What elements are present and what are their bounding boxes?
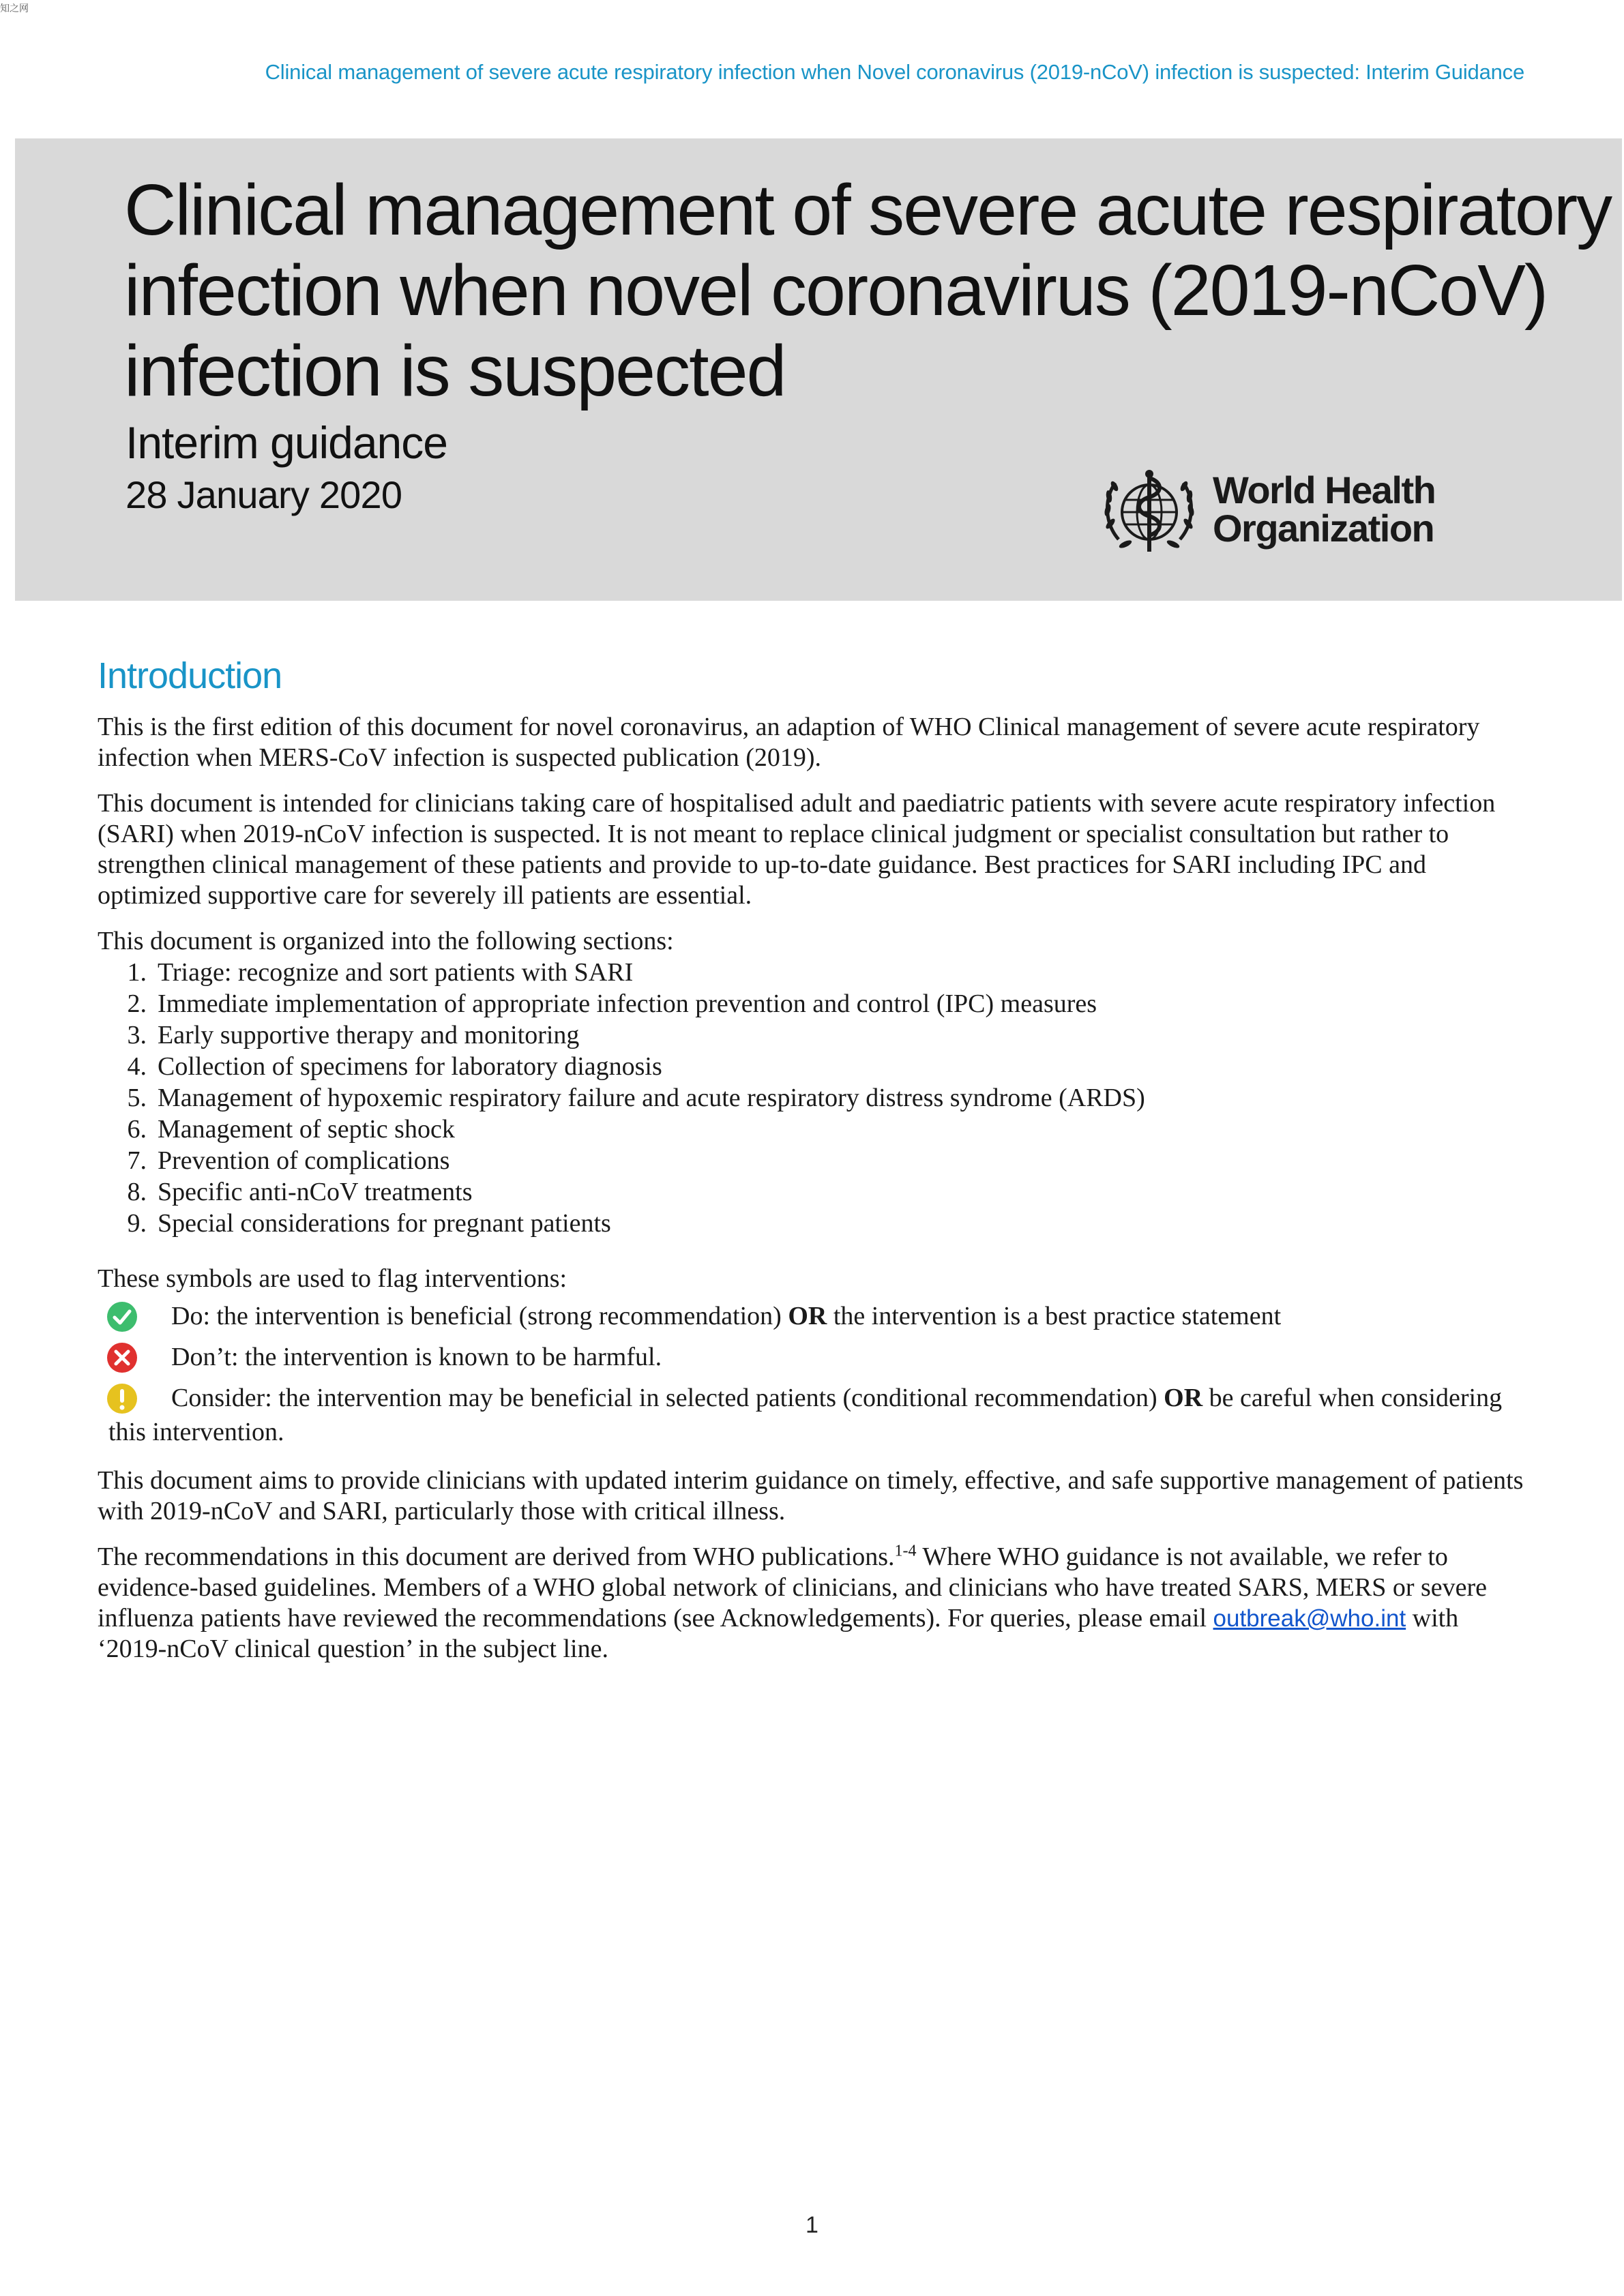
list-item (98, 1082, 1530, 1114)
list-number: 5. (127, 1084, 147, 1112)
list-label: Triage: recognize and sort patients with SARI (158, 958, 634, 987)
paragraph: This is the first edition of this document for novel coronavirus, an adaption of WHO Clinical management of severe acute respiratory infection when MERS-CoV infection is suspected publication (2019). (98, 713, 1480, 772)
list-item (98, 1114, 1530, 1145)
symbol-text: be careful when considering this intervention. (108, 1384, 1503, 1446)
document-title (124, 170, 1612, 411)
symbol-text: Do: the intervention is beneficial (strong recommendation) (171, 1302, 788, 1330)
list-number: 8. (127, 1178, 147, 1206)
symbol-emphasis: OR (1164, 1384, 1203, 1412)
list-number: 2. (127, 989, 147, 1018)
email-link[interactable]: outbreak@who.int (1213, 1605, 1406, 1632)
document-date: 28 January 2020 (126, 473, 402, 516)
title-line: Clinical management of severe acute respiratory (124, 170, 1612, 250)
main-content (98, 655, 1530, 1680)
who-logo (1098, 459, 1436, 568)
who-wordmark-line: Organization (1213, 507, 1434, 550)
running-header: Clinical management of severe acute respiratory infection when Novel coronavirus (2019-nCoV) infection is suspected: Interim Guidance (265, 60, 1524, 84)
symbol-dont (98, 1340, 1530, 1374)
symbols-legend (98, 1299, 1530, 1449)
section-heading-introduction: Introduction (98, 655, 282, 696)
list-label: Management of hypoxemic respiratory failure and acute respiratory distress syndrome (ARDS) (158, 1084, 1145, 1112)
x-circle-icon (106, 1341, 138, 1374)
list-number: 1. (127, 958, 147, 987)
sections-intro: This document is organized into the following sections: (98, 927, 674, 955)
paragraph (98, 1542, 1530, 1665)
paragraph-text: Where WHO guidance is not available, we refer to evidence-based guidelines. Members of a WHO global network of clinicians, and clinicians who have treated SARS, MERS or severe influenza patients have reviewed the recommendations (see Acknowledgements). For queries, please email (98, 1542, 1488, 1632)
symbol-text: Don’t: the intervention is known to be harmful. (171, 1343, 662, 1371)
exclamation-circle-icon (106, 1382, 138, 1415)
symbol-consider (98, 1381, 1530, 1449)
list-item (98, 957, 1530, 988)
list-label: Immediate implementation of appropriate infection prevention and control (IPC) measures (158, 989, 1097, 1018)
who-wordmark-line: World Health (1213, 468, 1436, 511)
symbol-emphasis: OR (788, 1302, 827, 1330)
list-item (98, 1208, 1530, 1239)
who-wordmark (1213, 468, 1436, 550)
list-label: Prevention of complications (158, 1146, 450, 1175)
list-item (98, 1176, 1530, 1208)
title-banner (15, 138, 1622, 601)
list-number: 4. (127, 1052, 147, 1081)
corner-watermark: 知之网 (0, 3, 29, 14)
paragraph: This document aims to provide clinicians with updated interim guidance on timely, effective, and safe supportive management of patients with 2019-nCoV and SARI, particularly those with critical illness. (98, 1466, 1524, 1525)
symbol-text: Consider: the intervention may be beneficial in selected patients (conditional recommendation) (171, 1384, 1164, 1412)
list-item (98, 1145, 1530, 1176)
list-item (98, 1019, 1530, 1051)
list-label: Early supportive therapy and monitoring (158, 1021, 580, 1049)
paragraph-text: with ‘2019-nCoV clinical question’ in the subject line. (98, 1604, 1459, 1663)
title-line: infection is suspected (124, 331, 786, 411)
sections-list (98, 957, 1530, 1239)
list-label: Special considerations for pregnant patients (158, 1209, 611, 1238)
list-label: Management of septic shock (158, 1115, 455, 1144)
symbols-intro: These symbols are used to flag interventions: (98, 1264, 567, 1293)
citation-superscript: 1-4 (894, 1542, 917, 1560)
list-label: Specific anti-nCoV treatments (158, 1178, 473, 1206)
symbol-text: the intervention is a best practice statement (827, 1302, 1282, 1330)
list-label: Collection of specimens for laboratory diagnosis (158, 1052, 662, 1081)
paragraph-text: The recommendations in this document are derived from WHO publications. (98, 1542, 895, 1571)
paragraph: This document is intended for clinicians taking care of hospitalised adult and paediatric patients with severe acute respiratory infection (SARI) when 2019-nCoV infection is suspected. It is not meant to replace clinical judgment or specialist consultation but rather to strengthen clinical management of these patients and provide to up-to-date guidance. Best practices for SARI including IPC and optimized supportive care for severely ill patients are essential. (98, 789, 1496, 910)
list-number: 3. (127, 1021, 147, 1049)
list-item (98, 988, 1530, 1019)
check-circle-icon (106, 1300, 138, 1333)
list-number: 6. (127, 1115, 147, 1144)
list-number: 7. (127, 1146, 147, 1175)
list-number: 9. (127, 1209, 147, 1238)
document-subtitle: Interim guidance (126, 417, 447, 468)
who-emblem-icon (1098, 459, 1200, 561)
title-line: infection when novel coronavirus (2019-nCoV) (124, 250, 1548, 331)
symbol-do (98, 1299, 1530, 1333)
page-number: 1 (806, 2212, 818, 2238)
list-item (98, 1051, 1530, 1082)
